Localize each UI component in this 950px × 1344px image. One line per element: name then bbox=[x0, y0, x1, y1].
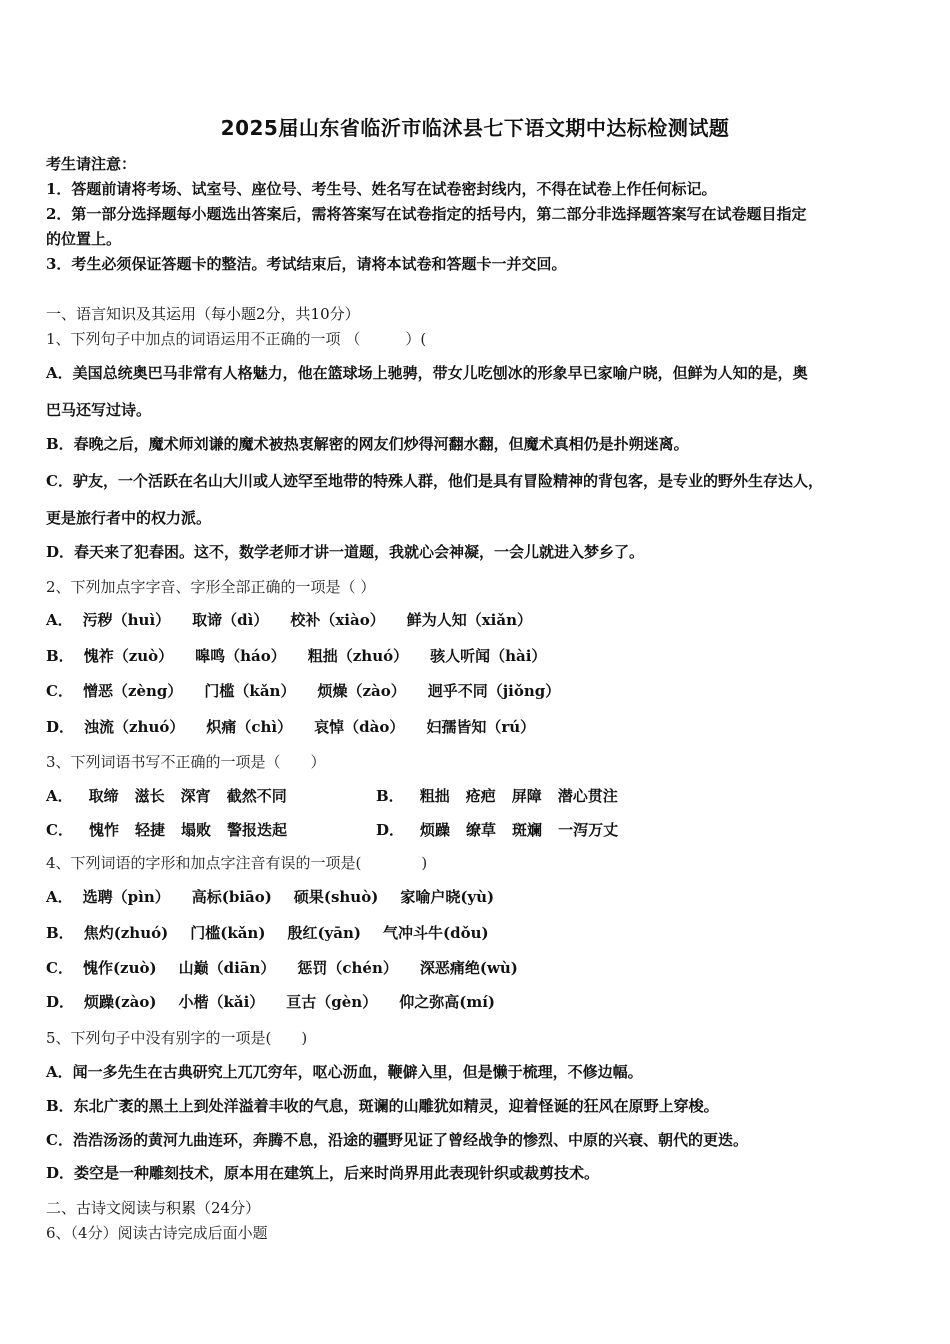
option-item: 愧祚（zuò） bbox=[83, 647, 174, 665]
option-item: 家喻户晓(yù) bbox=[400, 888, 495, 906]
option-label: B． bbox=[46, 924, 74, 942]
option-item: 亘古（gèn） bbox=[286, 993, 378, 1011]
option-item: 烦躁 bbox=[420, 821, 451, 839]
q5-option-a: A．闻一多先生在古典研究上兀兀穷年，呕心沥血，鞭僻入里，但是懒于梳理，不修边幅。 bbox=[46, 1063, 643, 1081]
option-item: 警报迭起 bbox=[227, 821, 288, 839]
option-item: 门槛(kǎn) bbox=[190, 924, 266, 942]
notice-item-1: 1．答题前请将考场、试室号、座位号、考生号、姓名写在试卷密封线内，不得在试卷上作任何标记。 bbox=[46, 180, 717, 198]
option-item: 骇人听闻（hài） bbox=[430, 647, 547, 665]
option-item: 殷红(yān) bbox=[287, 924, 361, 942]
option-label: D． bbox=[46, 718, 75, 736]
option-item: 愧怍 bbox=[88, 821, 119, 839]
q3-row-2 bbox=[46, 819, 706, 840]
option-label: B． bbox=[376, 787, 404, 805]
q4-option-a bbox=[46, 886, 516, 907]
option-item: 鲜为人知（xiǎn） bbox=[406, 611, 532, 629]
option-item: 妇孺皆知（rú） bbox=[426, 718, 536, 736]
option-item: 一泻万丈 bbox=[558, 821, 619, 839]
q6-stem: 6、（4分）阅读古诗完成后面小题 bbox=[46, 1224, 268, 1242]
q4-option-d bbox=[46, 991, 517, 1012]
option-item: 深恶痛绝(wù) bbox=[419, 959, 518, 977]
option-item: 选聘（pìn） bbox=[82, 888, 170, 906]
q1-option-c: C．驴友，一个活跃在名山大川或人迹罕至地带的特殊人群，他们是具有冒险精神的背包客，是专业的野外生存达人， bbox=[46, 472, 823, 490]
option-item: 校补（xiào） bbox=[290, 611, 385, 629]
option-label: D． bbox=[376, 821, 405, 839]
option-item: 迥乎不同（jiǒng） bbox=[427, 682, 561, 700]
option-item: 愧作(zuò) bbox=[82, 959, 157, 977]
option-item: 气冲斗牛(dǒu) bbox=[382, 924, 489, 942]
notice-item-2: 2．第一部分选择题每小题选出答案后，需将答案写在试卷指定的括号内，第二部分非选择题答案写在试卷题目指定 bbox=[46, 205, 807, 223]
option-label: A． bbox=[46, 787, 73, 805]
option-item: 仰之弥高(mí) bbox=[399, 993, 495, 1011]
option-item: 轻捷 bbox=[134, 821, 165, 839]
q1-option-a: A．美国总统奥巴马非常有人格魅力，他在篮球场上驰骋，带女儿吃刨冰的形象早已家喻户晓，但鲜为人知的是，奥 bbox=[46, 364, 808, 382]
q2-option-a bbox=[46, 609, 554, 630]
option-item: 浊流（zhuó） bbox=[84, 718, 185, 736]
section2-heading: 二、古诗文阅读与积累（24分） bbox=[46, 1199, 261, 1217]
option-item: 憎恶（zèng） bbox=[82, 682, 183, 700]
q3-option-c bbox=[46, 819, 376, 840]
notice-heading: 考生请注意： bbox=[46, 155, 137, 173]
q2-option-d bbox=[46, 716, 557, 737]
option-item: 斑斓 bbox=[512, 821, 543, 839]
q2-stem: 2、下列加点字字音、字形全部正确的一项是（ ） bbox=[46, 578, 376, 596]
page-title: 2025届山东省临沂市临沭县七下语文期中达标检测试题 bbox=[220, 116, 730, 140]
q3-option-b bbox=[376, 785, 706, 806]
q1-option-c-cont: 更是旅行者中的权力派。 bbox=[46, 509, 212, 527]
option-item: 高标(biāo) bbox=[191, 888, 272, 906]
option-label: B． bbox=[46, 647, 74, 665]
q3-stem: 3、下列词语书写不正确的一项是（ ） bbox=[46, 753, 326, 771]
q4-stem: 4、下列词语的字形和加点字注音有误的一项是( ) bbox=[46, 854, 428, 872]
option-label: A． bbox=[46, 888, 73, 906]
option-item: 屏障 bbox=[511, 787, 542, 805]
option-label: C． bbox=[46, 959, 73, 977]
notice-item-2-cont: 的位置上。 bbox=[46, 230, 122, 248]
q4-option-b bbox=[46, 922, 511, 943]
option-label: C． bbox=[46, 682, 73, 700]
option-item: 潜心贯注 bbox=[557, 787, 618, 805]
option-label: A． bbox=[46, 611, 73, 629]
notice-item-3: 3．考生必须保证答题卡的整洁。考试结束后，请将本试卷和答题卡一并交回。 bbox=[46, 255, 567, 273]
option-item: 缭草 bbox=[466, 821, 497, 839]
option-item: 污秽（huì） bbox=[82, 611, 171, 629]
option-item: 嗥鸣（háo） bbox=[195, 647, 286, 665]
option-item: 滋长 bbox=[134, 787, 165, 805]
q2-option-c bbox=[46, 680, 582, 701]
q5-stem: 5、下列句子中没有别字的一项是( ) bbox=[46, 1029, 308, 1047]
option-item: 小楷（kǎi） bbox=[178, 993, 265, 1011]
option-item: 塌败 bbox=[180, 821, 211, 839]
option-item: 烦躁(zào) bbox=[84, 993, 157, 1011]
section1-heading: 一、语言知识及其运用（每小题2分，共10分） bbox=[46, 305, 360, 323]
q3-row-1 bbox=[46, 785, 706, 806]
option-item: 烦燥（zào） bbox=[317, 682, 406, 700]
option-item: 截然不同 bbox=[226, 787, 287, 805]
q1-option-d: D．春天来了犯春困。这不，数学老师才讲一道题，我就心会神凝，一会儿就进入梦乡了。 bbox=[46, 543, 645, 561]
q3-option-d bbox=[376, 819, 706, 840]
option-item: 粗拙 bbox=[419, 787, 450, 805]
option-item: 疮疤 bbox=[465, 787, 496, 805]
q1-option-b: B．春晚之后，魔术师刘谦的魔术被热衷解密的网友们炒得河翻水翻，但魔术真相仍是扑朔迷离。 bbox=[46, 435, 689, 453]
option-item: 取谛（dì） bbox=[192, 611, 269, 629]
option-item: 门槛（kǎn） bbox=[204, 682, 296, 700]
q5-option-b: B．东北广袤的黑土上到处洋溢着丰收的气息，斑谰的山雕犹如精灵，迎着怪诞的狂风在原野上穿梭。 bbox=[46, 1097, 719, 1115]
option-item: 取缔 bbox=[88, 787, 119, 805]
q4-option-c bbox=[46, 957, 540, 978]
q2-option-b bbox=[46, 645, 568, 666]
option-item: 硕果(shuò) bbox=[293, 888, 379, 906]
option-item: 炽痛（chì） bbox=[206, 718, 293, 736]
option-item: 焦灼(zhuó) bbox=[83, 924, 169, 942]
option-item: 粗拙（zhuó） bbox=[307, 647, 409, 665]
q5-option-c: C．浩浩汤汤的黄河九曲连环，奔腾不息，沿途的疆野见证了曾经战争的惨烈、中原的兴衰、朝代的更迭。 bbox=[46, 1131, 748, 1149]
q1-stem: 1、下列句子中加点的词语运用不正确的一项 （ ）( bbox=[46, 330, 427, 348]
option-item: 惩罚（chén） bbox=[297, 959, 398, 977]
option-label: C． bbox=[46, 821, 73, 839]
option-item: 山巅（diān） bbox=[178, 959, 276, 977]
option-label: D． bbox=[46, 993, 75, 1011]
q5-option-d: D．娄空是一种雕刻技术，原本用在建筑上，后来时尚界用此表现针织或裁剪技术。 bbox=[46, 1164, 600, 1182]
option-item: 哀悼（dào） bbox=[314, 718, 405, 736]
q1-option-a-cont: 巴马还写过诗。 bbox=[46, 401, 152, 419]
q3-option-a bbox=[46, 785, 376, 806]
option-item: 深宵 bbox=[180, 787, 211, 805]
